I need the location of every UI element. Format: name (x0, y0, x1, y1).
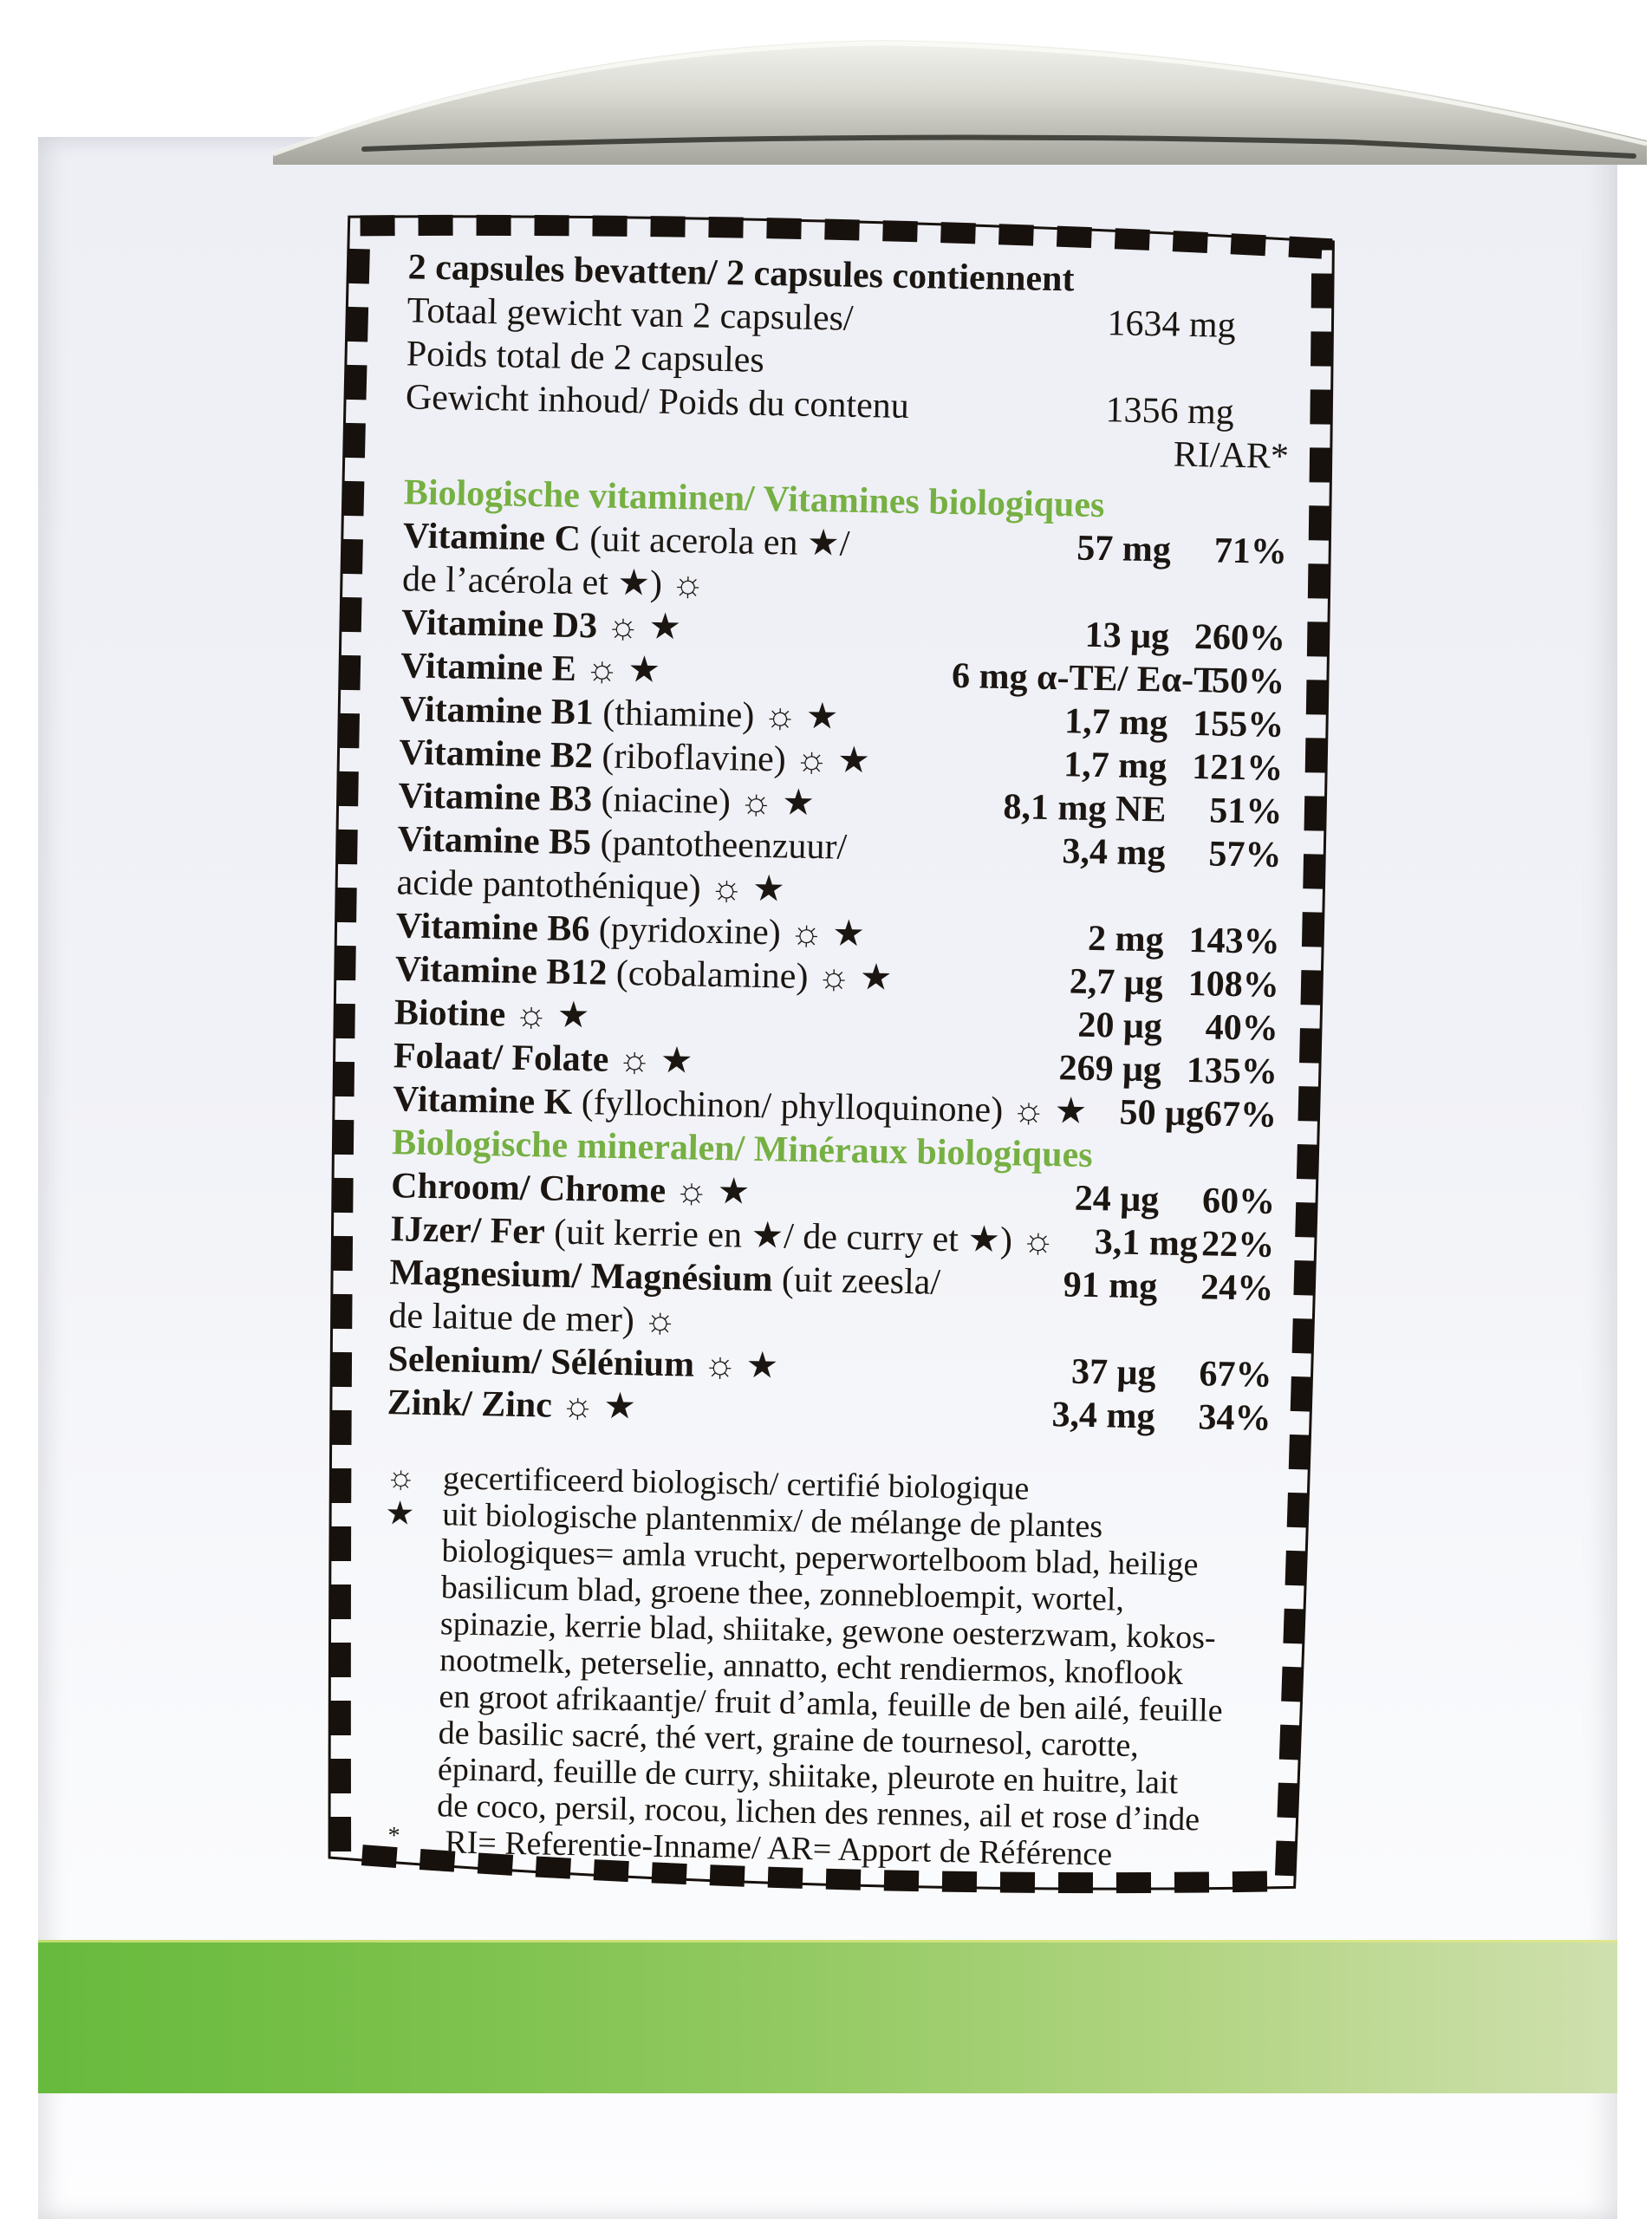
nutrient-note: (pyridoxine) ☼ ★ (598, 909, 866, 955)
nutrient-name: Biotine (393, 992, 506, 1035)
nutrient-amount: 269 μg (1058, 1048, 1162, 1090)
green-accent-bar (38, 1940, 1617, 2093)
vitamin-rows (393, 514, 1288, 1137)
footnotes (379, 1459, 1270, 1876)
footnote-marker: ★ (384, 1495, 415, 1532)
footnote-marker (381, 1677, 439, 1715)
nutrient-note: (niacine) ☼ ★ (601, 779, 816, 824)
nutrient-ri-percent: 34% (1198, 1397, 1272, 1439)
footnote-text: basilicum blad, groene thee, zonnebloempit, wortel, (440, 1569, 1125, 1618)
nutrient-name: Zink/ Zinc (387, 1383, 553, 1426)
nutrient-note: (uit acerola en ★/ (589, 519, 850, 564)
nutrient-note: ☼ ★ (560, 1385, 637, 1428)
nutrient-amount: 3,4 mg (1051, 1395, 1155, 1437)
nutrition-label (314, 205, 1337, 1904)
nutrient-ri-percent: 40% (1205, 1007, 1279, 1049)
nutrient-note: (riboflavine) ☼ ★ (602, 736, 871, 782)
label-content (379, 245, 1292, 1875)
nutrient-amount (953, 568, 1171, 615)
footnote-text: RI= Referentie-Inname/ AR= Apport de Référence (445, 1824, 1113, 1873)
nutrient-amount: 24 μg (1074, 1178, 1160, 1220)
nutrient-note: ☼ ★ (584, 649, 661, 691)
footnote-marker (383, 1568, 441, 1605)
footnote-text: de coco, persil, rocou, lichen des rennes, ail et rose d’inde (436, 1787, 1200, 1838)
nutrient-amount: 91 mg (1063, 1265, 1158, 1307)
nutrient-note: (thiamine) ☼ ★ (602, 693, 839, 738)
nutrient-amount: 3,1 mg (1094, 1222, 1199, 1265)
nutrient-note: ☼ ★ (674, 1171, 751, 1213)
nutrient-name: Vitamine B3 (398, 776, 593, 820)
footnote-text: spinazie, kerrie blad, shiitake, gewone oesterzwam, kokos- (439, 1605, 1217, 1656)
nutrient-name: Selenium/ Sélénium (387, 1339, 695, 1385)
nutrient-note: acide pantothénique) ☼ ★ (396, 862, 786, 910)
nutrient-ri-percent: 60% (1201, 1181, 1276, 1222)
nutrient-ri-percent: 50% (1211, 660, 1285, 702)
header-row-label: Poids total de 2 capsules (406, 334, 765, 381)
nutrient-ri-percent: 51% (1208, 791, 1283, 832)
footnote-text: épinard, feuille de curry, shiitake, pleurote en huitre, lait (437, 1751, 1179, 1801)
nutrient-note: (fyllochinon/ phylloquinone) ☼ ★ (581, 1083, 1088, 1132)
footnote-marker (382, 1641, 440, 1678)
nutrient-name: Folaat/ Folate (393, 1036, 609, 1080)
nutrient-ri-percent: 155% (1192, 704, 1285, 745)
footnote-text: uit biologische plantenmix/ de mélange de plantes (441, 1496, 1103, 1545)
nutrient-note: (uit zeesla/ (781, 1259, 941, 1303)
nutrient-ri-percent: 67% (1199, 1354, 1272, 1396)
nutrient-note: ☼ ★ (514, 994, 590, 1037)
nutrient-ri-percent: 57% (1208, 834, 1282, 875)
nutrient-amount: 13 μg (1084, 615, 1170, 657)
nutrient-ri-percent: 135% (1186, 1050, 1278, 1092)
nutrient-ri-percent: 121% (1191, 747, 1284, 789)
nutrient-name: Vitamine B6 (395, 906, 590, 950)
nutrient-ri-percent: 108% (1187, 963, 1280, 1005)
header-row-label: Gewicht inhoud/ Poids du contenu (405, 377, 910, 426)
footnote-marker (383, 1604, 441, 1642)
nutrient-name: Vitamine B12 (394, 949, 608, 993)
nutrient-note: (pantotheenzuur/ (600, 823, 848, 868)
mineral-rows (387, 1164, 1275, 1441)
footnote-text: gecertificeerd biologisch/ certifié biologique (442, 1460, 1030, 1507)
nutrient-amount: 2 mg (1087, 918, 1165, 960)
header-row-label: Totaal gewicht van 2 capsules/ (406, 290, 854, 339)
nutrient-amount: 2,7 μg (1069, 961, 1164, 1004)
nutrient-amount: 50 μg (1119, 1092, 1205, 1135)
footnote-marker (384, 1532, 442, 1569)
nutrient-name: IJzer/ Fer (389, 1209, 546, 1253)
serving-title: 2 capsules bevatten/ 2 capsules contiennent (407, 247, 1075, 300)
nutrient-amount (947, 871, 1165, 919)
nutrient-amount: 37 μg (1070, 1351, 1156, 1394)
nutrient-name: Vitamine B1 (399, 689, 595, 733)
nutrient-ri-percent: 71% (1213, 530, 1288, 572)
nutrient-amount: 1,7 mg (1063, 701, 1168, 744)
nutrient-ri-percent: 260% (1193, 617, 1286, 659)
nutrient-ri-percent (1156, 1308, 1273, 1353)
nutrient-name: Vitamine K (392, 1079, 573, 1123)
nutrient-ri-percent (1169, 572, 1286, 617)
nutrient-amount: 6 mg α-TE/ Eα-T (951, 655, 1219, 701)
nutrient-label (387, 1381, 939, 1435)
footnote-text: de basilic sacré, thé vert, graine de tournesol, carotte, (438, 1715, 1140, 1765)
nutrient-name: Chroom/ Chrome (390, 1166, 667, 1211)
footnote-marker: * (387, 1822, 400, 1850)
nutrient-note: de l’acérola et ★) ☼ (401, 559, 706, 605)
header-rows (405, 289, 1291, 478)
section-heading-vitamins: Biologische vitaminen/ Vitamines biologiques (403, 472, 1105, 526)
nutrient-amount: 3,4 mg (1062, 831, 1166, 874)
nutrient-note: ☼ ★ (617, 1039, 693, 1082)
footnote-marker: ☼ (385, 1459, 417, 1496)
header-row-ri-ar: RI/AR* (1173, 434, 1290, 477)
nutrient-ri-percent: 67% (1203, 1094, 1278, 1136)
footnote-text: biologiques= amla vrucht, peperwortelboom blad, heilige (441, 1532, 1199, 1584)
box-lid (0, 0, 1652, 208)
footnote-text: en groot afrikaantje/ fruit d’amla, feuille de ben ailé, feuille (439, 1678, 1223, 1729)
nutrient-name: Vitamine C (402, 516, 582, 560)
nutrient-ri-percent: 143% (1188, 920, 1281, 962)
nutrient-name: Vitamine B5 (397, 819, 592, 863)
footnote-text: nootmelk, peterselie, annatto, echt rendiermos, knoflook (439, 1642, 1184, 1693)
nutrient-note: ☼ ★ (703, 1344, 779, 1387)
nutrient-amount: 20 μg (1077, 1005, 1163, 1047)
nutrient-name: Vitamine B2 (399, 732, 594, 777)
nutrient-note: ☼ ★ (606, 606, 682, 648)
footnote-marker (380, 1714, 439, 1751)
nutrient-amount (940, 1305, 1157, 1352)
nutrient-name: Vitamine E (400, 646, 577, 689)
section-heading-minerals: Biologische mineralen/ Minéraux biologiques (391, 1123, 1093, 1175)
footnote-marker (380, 1750, 439, 1787)
header-row-value: 1356 mg (1105, 390, 1235, 433)
nutrient-ri-percent: 22% (1200, 1224, 1275, 1266)
nutrient-amount: 1,7 mg (1063, 745, 1167, 787)
nutrient-amount: 8,1 mg NE (1003, 787, 1167, 830)
nutrient-amount: 57 mg (1076, 528, 1172, 570)
nutrient-ri-percent (1164, 875, 1281, 920)
nutrient-name: Vitamine D3 (400, 602, 598, 647)
header-row-value: 1634 mg (1107, 303, 1237, 346)
nutrient-note: (cobalamine) ☼ ★ (615, 953, 893, 999)
nutrient-name: Magnesium/ Magnésium (389, 1253, 773, 1300)
nutrient-ri-percent: 24% (1200, 1267, 1274, 1309)
nutrient-note: de laitue de mer) ☼ (388, 1296, 678, 1342)
nutrient-note: (uit kerrie en ★/ de curry et ★) ☼ (553, 1212, 1056, 1262)
